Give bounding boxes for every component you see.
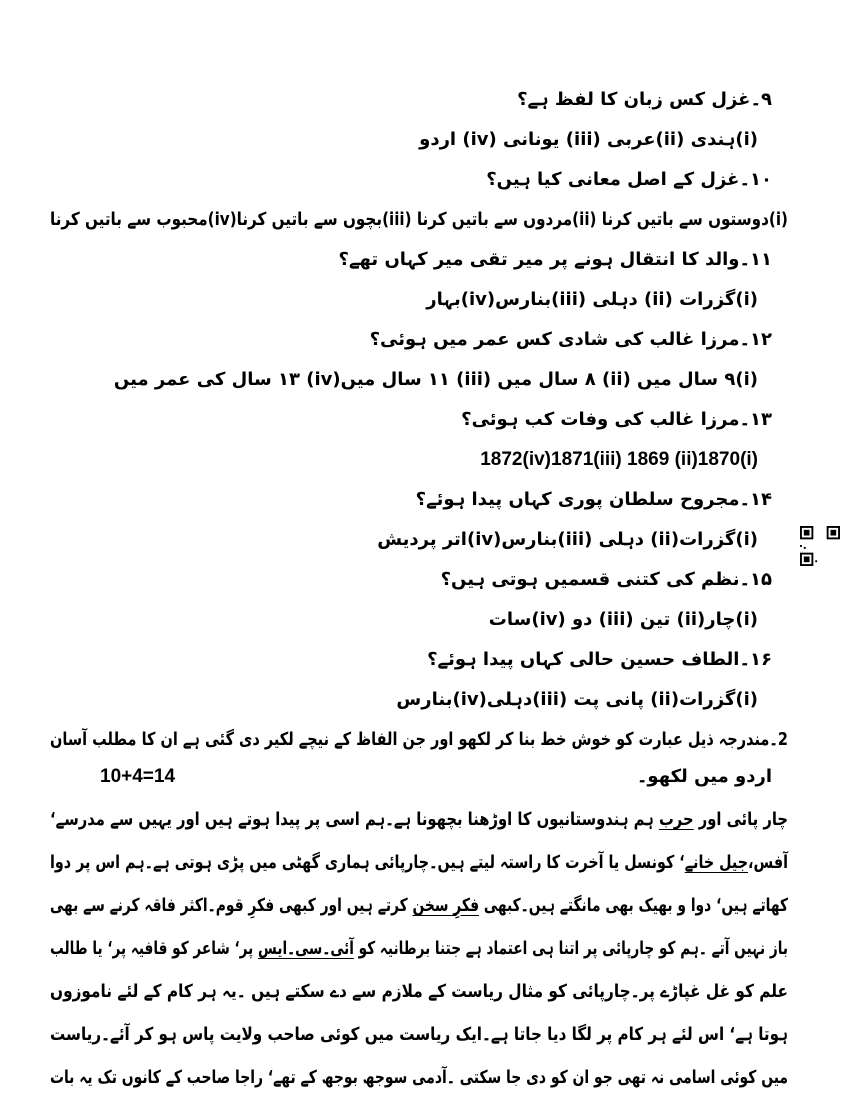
passage-text: چار پائی اور <box>693 809 788 830</box>
passage-text: باز نہیں آتے ۔ہم کو چارپائی پر اتنا ہی اعتماد ہے جتنا برطانیہ کو <box>353 938 788 959</box>
passage-line <box>49 1063 788 1093</box>
section2-instruction: 2۔مندرجہ ذیل عبارت کو خوش خط بنا کر لکھو اور جن الفاظ کے نیچے لکیر دی گئی ہے ان کا مطلب آسان <box>50 729 788 750</box>
section2-instruction-end: اردو میں لکھو۔ <box>636 766 772 787</box>
passage-text: علم کو غل غپاڑے پر۔چارپائی کو مثال ریاست کے ملازم سے دے سکتے ہیں ۔یہ ہر کام کے لئے ناموزوں <box>49 981 788 1002</box>
passage-line <box>49 848 788 878</box>
question-13-options: 1872(iv)1871(iii) 1869 (ii)1870(i) <box>480 449 758 470</box>
passage-text: ہوتا ہے‘ اس لئے ہر کام پر لگا دیا جاتا ہے۔ایک ریاست میں کوئی صاحب ولایت پاس ہو کر آئے۔ریاست <box>50 1024 789 1045</box>
passage-text: ہم ہندوستانیوں کا اوڑھنا بچھونا ہے۔ہم اسی پر پیدا ہوتے ہیں اور یہیں سے مدرسے‘ <box>50 809 659 830</box>
question-15: ۱۵۔نظم کی کتنی قسمیں ہوتی ہیں؟ <box>440 569 772 590</box>
question-16-options: (i)گزرات(ii) پانی پت (iii)دہلی(iv)بنارس <box>396 689 758 710</box>
passage-line <box>49 891 788 921</box>
passage-line <box>50 934 788 964</box>
question-14: ۱۴۔مجروح سلطان پوری کہاں پیدا ہوئے؟ <box>415 489 772 510</box>
question-10-options: (i)دوستوں سے باتیں کرنا (ii)مردوں سے باتیں کرنا (iii)بچوں سے باتیں کرنا(iv)محبوب سے باتیں کرنا <box>50 209 788 230</box>
question-11-options: (i)گزرات (ii) دہلی (iii)بنارس(iv)بہار <box>426 289 758 310</box>
question-12: ۱۲۔مرزا غالب کی شادی کس عمر میں ہوئی؟ <box>369 329 772 350</box>
question-10: ۱۰۔غزل کے اصل معانی کیا ہیں؟ <box>486 169 772 190</box>
qr-code-icon <box>800 525 840 567</box>
passage-text: میں کوئی اسامی نہ تھی جو ان کو دی جا سکتی ۔آدمی سوجھ بوجھ کے تھے‘ راجا صاحب کے کانوں تک یہ بات <box>49 1067 788 1088</box>
passage-text: کرتے ہیں اور کبھی فکرِ قوم۔اکثر فاقہ کرنے سے بھی <box>49 895 413 916</box>
passage-text: آفس، <box>748 852 788 873</box>
underlined-word: آئی۔سی۔ایس <box>258 938 354 959</box>
passage-text: ‘ کونسل یا آخرت کا راستہ لیتے ہیں۔چارپائی ہماری گھٹی میں پڑی ہوتی ہے۔ہم اس پر دوا <box>49 852 685 873</box>
passage-line <box>50 1020 789 1050</box>
question-9-options: (i)ہندی (ii)عربی (iii) یونانی (iv) اردو <box>419 129 758 150</box>
question-12-options: (i)۹ سال میں (ii) ۸ سال میں (iii) ۱۱ سال میں(iv) ۱۳ سال کی عمر میں <box>113 369 758 390</box>
question-15-options: (i)چار(ii) تین (iii) دو (iv)سات <box>488 609 758 630</box>
question-13: ۱۳۔مرزا غالب کی وفات کب ہوئی؟ <box>461 409 772 430</box>
underlined-word: حرب <box>658 809 694 830</box>
question-9: ۹۔غزل کس زبان کا لفظ ہے؟ <box>517 89 772 110</box>
passage-line <box>50 805 788 835</box>
question-14-options: (i)گزرات(ii) دہلی (iii)بنارس(iv)اتر پردیش <box>377 529 758 550</box>
underlined-word: فکرِ سخن <box>412 895 480 916</box>
question-11: ۱۱۔والد کا انتقال ہونے پر میر تقی میر کہاں تھے؟ <box>338 249 772 270</box>
question-16: ۱۶۔الطاف حسین حالی کہاں پیدا ہوئے؟ <box>427 649 772 670</box>
passage-text: پر‘ شاعر کو قافیہ پر‘ یا طالب <box>50 938 259 959</box>
underlined-word: جیل خانے <box>684 852 749 873</box>
passage-line <box>49 977 788 1007</box>
section2-marks: 10+4=14 <box>100 766 176 787</box>
passage-text: کھاتے ہیں‘ دوا و بھیک بھی مانگتے ہیں۔کبھی <box>479 895 788 916</box>
